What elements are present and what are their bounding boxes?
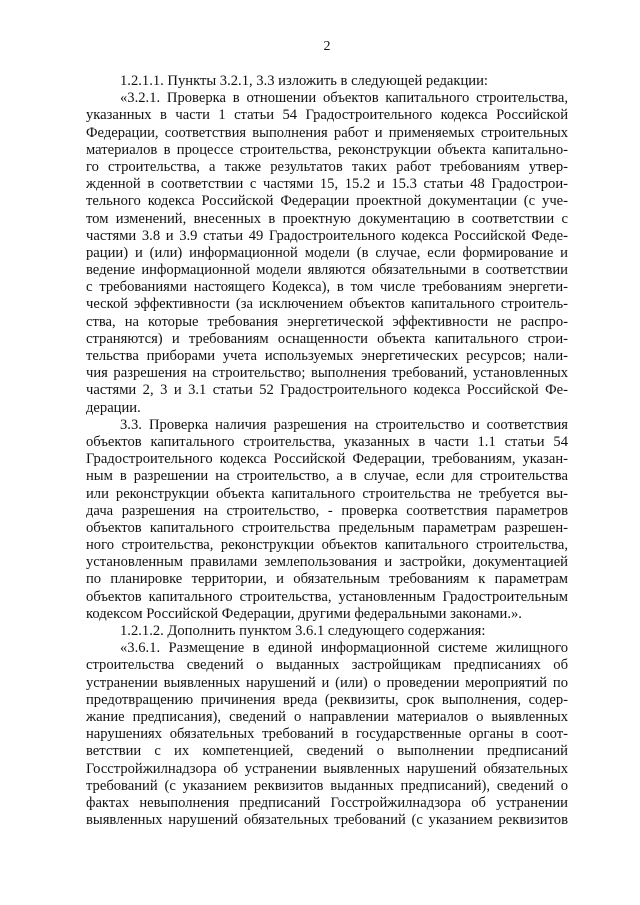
text-line: частями 3.8 и 3.9 статьи 49 Градостроительного кодекса Российской Феде- xyxy=(86,227,568,244)
text-line: 1.2.1.2. Дополнить пунктом 3.6.1 следующего содержания: xyxy=(120,623,486,639)
text-line: дерации. xyxy=(86,399,141,416)
text-line: устранении выявленных нарушений и (или) о проведении мероприятий по xyxy=(86,674,568,691)
text-line: требований (с указанием реквизитов выданных предписаний), сведений о xyxy=(86,777,568,794)
text-line: указанных в части 1 статьи 54 Градостроительного кодекса Российской xyxy=(86,107,568,124)
text-line: рации) и (или) информационной модели (в случае, если формирование и xyxy=(86,244,568,261)
text-line: установленным правилами землепользования и застройки, документацией xyxy=(86,554,568,571)
text-line: ческой эффективности (за исключением объектов капитального строитель- xyxy=(86,296,568,313)
text-line: ным в разрешении на строительство, а в случае, если для строительства xyxy=(86,468,568,485)
text-line: 3.3. Проверка наличия разрешения на строительство и соответствия xyxy=(120,416,568,433)
text-line: ветствии с их компетенцией, сведений о выполнении предписаний xyxy=(86,743,568,760)
text-line: чия разрешения на строительство; выполнения требований, установленных xyxy=(86,365,568,382)
text-line: страняются) и требованиям оснащенности объекта капитального строи- xyxy=(86,330,568,347)
text-line: «3.6.1. Размещение в единой информационной системе жилищного xyxy=(120,640,568,657)
text-line: го строительства, а также результатов таких работ требованиям утвер- xyxy=(86,158,568,175)
text-line: объектов капитального строительства, установленным Градостроительным xyxy=(86,588,568,605)
text-line: материалов в процессе строительства, реконструкции объекта капитально- xyxy=(86,141,568,158)
text-line: с требованиями настоящего Кодекса), в том числе требованиям энергети- xyxy=(86,279,568,296)
text-line: фактах невыполнения предписаний Госстройжилнадзора об устранении xyxy=(86,794,568,811)
document-body xyxy=(86,73,568,829)
text-line: Госстройжилнадзора об устранении выявленных нарушений обязательных xyxy=(86,760,568,777)
text-line: по планировке территории, и обязательным требованиям к параметрам xyxy=(86,571,568,588)
text-line: ведение информационной модели являются обязательными в соответствии xyxy=(86,262,568,279)
text-line: кодексом Российской Федерации, другими федеральными законами.». xyxy=(86,605,522,622)
text-line: тельства приборами учета используемых энергетических ресурсов; нали- xyxy=(86,348,568,364)
text-line: «3.2.1. Проверка в отношении объектов капитального строительства, xyxy=(120,90,568,107)
text-line: объектов капитального строительства, указанных в части 1.1 статьи 54 xyxy=(86,433,568,450)
text-line: нарушениях обязательных требований в государственные органы в соот- xyxy=(86,726,568,743)
text-line: тельного кодекса Российской Федерации проектной документации (с уче- xyxy=(86,193,568,210)
text-line: Градостроительного кодекса Российской Федерации, требованиям, указан- xyxy=(86,451,568,468)
text-line: Федерации, соответствия выполнения работ и применяемых строительных xyxy=(86,124,568,141)
text-line: предотвращению причинения вреда (реквизиты, срок выполнения, содер- xyxy=(86,691,568,708)
text-line: ства, на которые требования энергетической эффективности не распро- xyxy=(86,313,568,330)
text-line: строительства сведений о выданных застройщикам предписаниях об xyxy=(86,657,568,674)
text-line: том изменений, внесенных в проектную документацию в соответствии с xyxy=(86,210,568,227)
text-line: жденной в соответствии с частями 15, 15.2 и 15.3 статьи 48 Градострои- xyxy=(86,176,568,193)
page-number: 2 xyxy=(323,39,331,54)
text-line: или реконструкции объекта капитального строительства не требуется вы- xyxy=(86,485,568,502)
text-line: выявленных нарушений обязательных требований (с указанием реквизитов xyxy=(86,812,568,829)
text-line: жание предписания), сведений о направлении материалов о выявленных xyxy=(86,708,568,725)
text-line: дача разрешения на строительство, - проверка соответствия параметров xyxy=(86,502,568,519)
text-line: ного строительства, реконструкции объектов капитального строительства, xyxy=(86,537,568,554)
text-line: объектов капитального строительства предельным параметрам разрешен- xyxy=(86,519,568,536)
text-line: 1.2.1.1. Пункты 3.2.1, 3.3 изложить в следующей редакции: xyxy=(120,73,488,89)
text-line: частями 2, 3 и 3.1 статьи 52 Градостроительного кодекса Российской Фе- xyxy=(86,382,568,399)
